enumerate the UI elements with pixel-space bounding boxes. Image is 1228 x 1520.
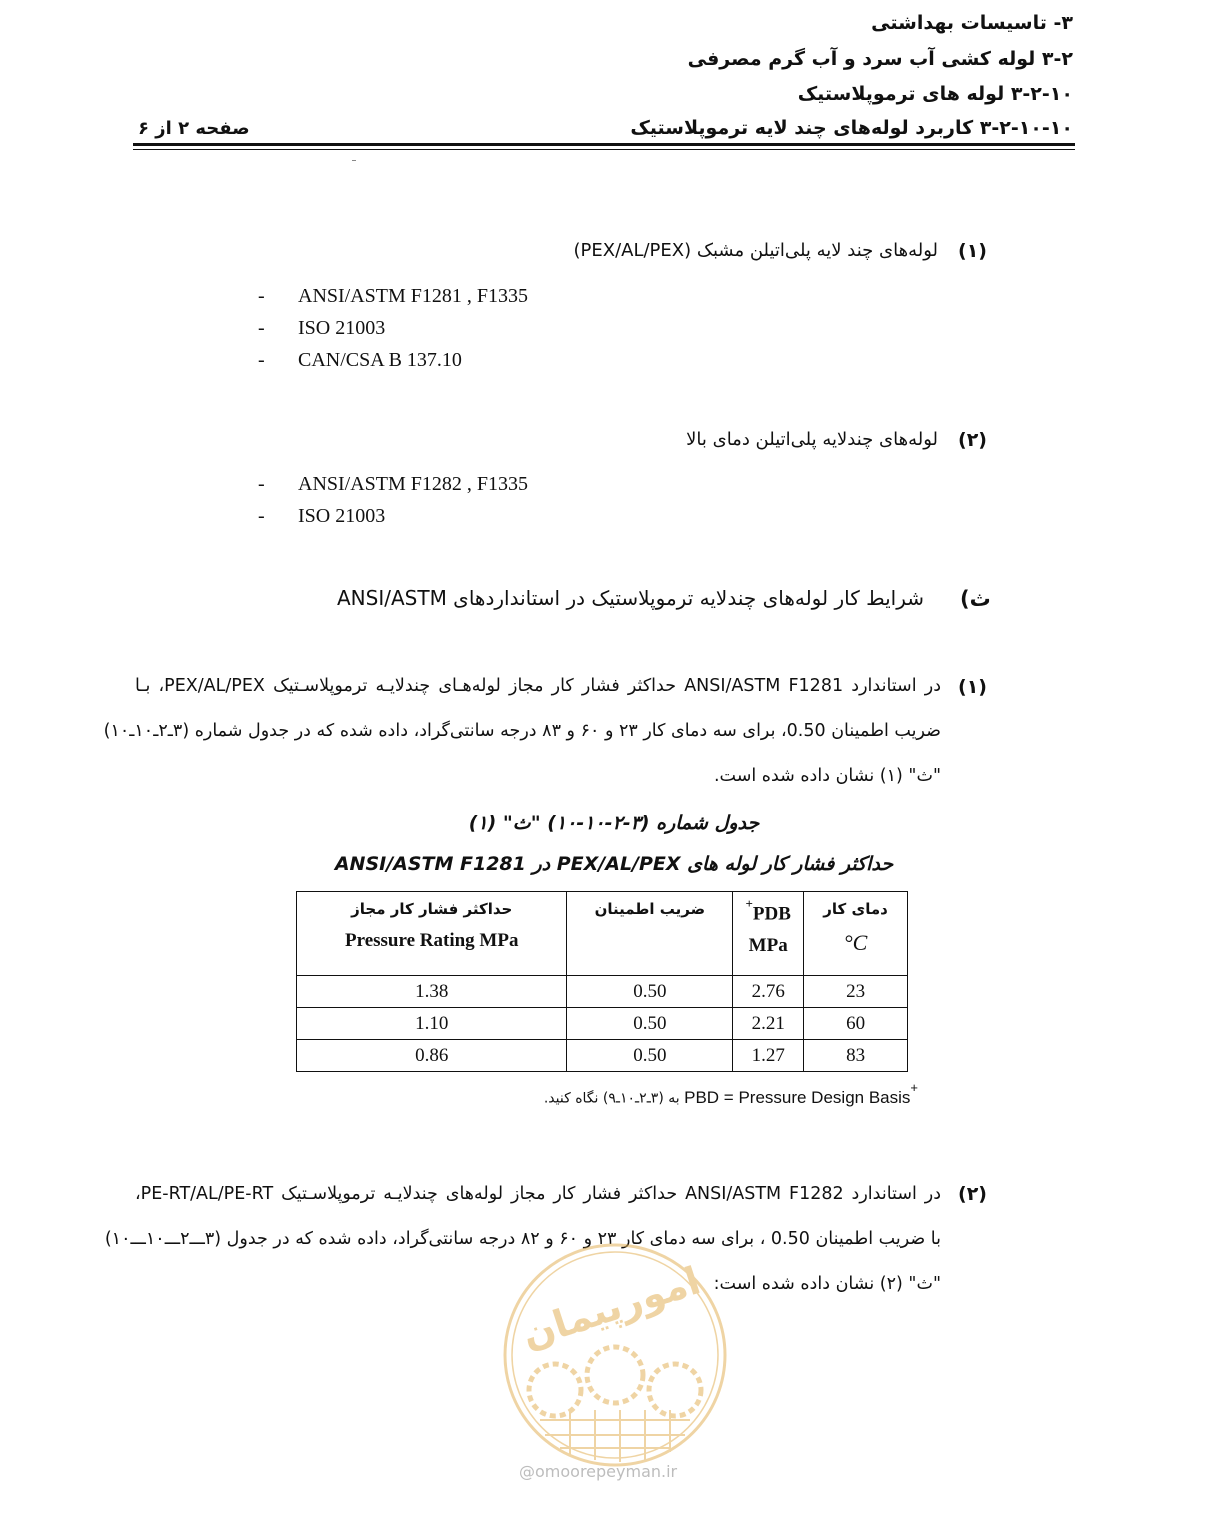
cell-pdb: 2.76 <box>733 976 804 1008</box>
page-number: صفحه ۲ از ۶ <box>138 118 250 139</box>
watermark-logo <box>500 1240 730 1470</box>
header-rule <box>133 143 1075 146</box>
header-pdb: +PDB MPa <box>733 892 804 976</box>
section2-standards-list <box>258 468 528 532</box>
section1-standards-list <box>258 280 528 376</box>
table-row <box>297 1008 908 1040</box>
para2-line: "ث" (۲) نشان داده شده است: <box>713 1274 941 1294</box>
para2-number: (۲) <box>958 1183 987 1205</box>
cell-safety: 0.50 <box>567 1040 733 1072</box>
table-row <box>297 976 908 1008</box>
para1-line: ضریب اطمینان 0.50، برای سه دمای کار ۲۳ و ۶۰ و ۸۳ درجه سانتی‌گراد، داده شده که در جدول شماره (۳ـ۲ـ۱۰ـ۱۰) <box>103 721 941 741</box>
header-chapter: ۳- تاسیسات بهداشتی <box>871 12 1073 34</box>
cell-temp: 23 <box>804 976 908 1008</box>
header-safety-factor: ضریب اطمینان <box>567 892 733 976</box>
table-row <box>297 1040 908 1072</box>
scan-speck <box>352 160 356 161</box>
cell-pdb: 1.27 <box>733 1040 804 1072</box>
para1-number: (۱) <box>958 676 987 698</box>
cell-pressure: 1.38 <box>297 976 567 1008</box>
header-pressure-rating: حداکثر فشار کار مجاز Pressure Rating MPa <box>297 892 567 976</box>
pressure-table <box>296 891 908 1072</box>
footnote-english: PBD = Pressure Design Basis+ <box>684 1080 918 1107</box>
table-header-row <box>297 892 908 976</box>
para1-text <box>103 664 942 799</box>
header-topic: ۳-۲-۱۰-۱۰ کاربرد لوله‌های چند لایه ترموپلاستیک <box>630 117 1073 139</box>
cell-safety: 0.50 <box>567 1008 733 1040</box>
para2-line: در استاندارد ANSI/ASTM F1282 حداکثر فشار کار مجاز لوله‌های چندلایـه ترموپلاسـتیک PE-RT/AL/PE-RT، <box>135 1184 941 1204</box>
list-item: - ANSI/ASTM F1282 , F1335 <box>258 473 529 495</box>
header-temperature: دمای کار °C <box>804 892 908 976</box>
list-item: - ISO 21003 <box>258 317 386 339</box>
cell-temp: 60 <box>804 1008 908 1040</box>
table-caption-number: جدول شماره (۳-۲-۱۰-۱۰) "ث" (۱) <box>468 812 760 834</box>
footnote-persian: به (۳ـ۲ـ۱۰ـ۹) نگاه کنید. <box>543 1090 680 1107</box>
section2-number: (۲) <box>958 429 987 451</box>
para2-line: با ضریب اطمینان 0.50 ، برای سه دمای کار ۲۳ و ۶۰ و ۸۲ درجه سانتی‌گراد، داده شده که در جدول (۳ـــ۲ـــ۱۰ـــ۱۰) <box>104 1229 941 1249</box>
header-rule-thin <box>133 149 1075 150</box>
cell-pdb: 2.21 <box>733 1008 804 1040</box>
list-item: - ANSI/ASTM F1281 , F1335 <box>258 285 529 307</box>
header-section: ۳-۲ لوله کشی آب سرد و آب گرم مصرفی <box>687 48 1073 70</box>
cell-safety: 0.50 <box>567 976 733 1008</box>
para1-line: در استاندارد ANSI/ASTM F1281 حداکثر فشار کار مجاز لوله‌هـای چندلایـه ترموپلاسـتیک PEX/AL/PEX، بـا <box>135 676 942 696</box>
watermark-site: @omoorepeyman.ir <box>519 1462 678 1481</box>
list-item: - ISO 21003 <box>258 505 386 527</box>
section1-title: لوله‌های چند لایه پلی‌اتیلن مشبک (PEX/AL/PEX) <box>573 240 938 261</box>
table-caption-title: حداکثر فشار کار لوله های PEX/AL/PEX در ANSI/ASTM F1281 <box>334 853 894 875</box>
section-th-title: شرایط کار لوله‌های چندلایه ترموپلاستیک در استانداردهای ANSI/ASTM <box>337 586 924 610</box>
section2-title: لوله‌های چندلایه پلی‌اتیلن دمای بالا <box>686 429 938 450</box>
list-item: - CAN/CSA B 137.10 <box>258 349 462 371</box>
header-subsection: ۳-۲-۱۰ لوله های ترموپلاستیک <box>797 83 1073 105</box>
section-th-letter: ث) <box>960 587 991 611</box>
section1-number: (۱) <box>958 240 987 262</box>
svg-text:امورپیمان: امورپیمان <box>516 1258 706 1358</box>
table-footnote <box>543 1080 918 1108</box>
cell-pressure: 0.86 <box>297 1040 567 1072</box>
cell-temp: 83 <box>804 1040 908 1072</box>
cell-pressure: 1.10 <box>297 1008 567 1040</box>
para1-line: "ث" (۱) نشان داده شده است. <box>713 766 941 786</box>
